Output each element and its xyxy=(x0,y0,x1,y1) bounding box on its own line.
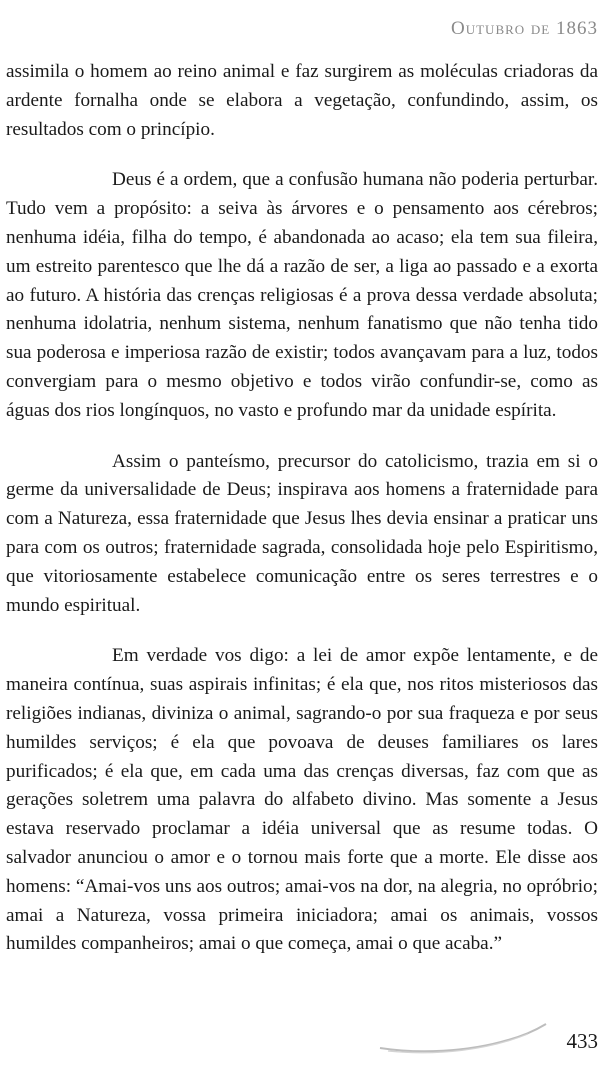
body-text xyxy=(6,58,598,981)
page-number: 433 xyxy=(566,1029,598,1053)
page-footer xyxy=(378,1018,598,1058)
paragraph-3: Assim o panteísmo, precursor do catolicismo, trazia em si o germe da universalidade de Deus; inspirava aos homens a fraternidade para com a Natureza, essa fraternidade que Jesus lhes devia ensinar a praticar uns para com os outros; fraternidade sagrada, consolidada hoje pelo Espiritismo, que vitoriosamente estabelece comunicação entre os seres terrestres e o mundo espiritual. xyxy=(6,450,598,616)
running-header: Outubro de 1863 xyxy=(451,18,598,39)
swoosh-ornament-icon xyxy=(378,1018,548,1058)
paragraph-4: Em verdade vos digo: a lei de amor expõe lentamente, e de maneira contínua, suas aspirais infinitas; é ela que, nos ritos misteriosos das religiões indianas, diviniza o animal, sagrando-o por sua fraqueza e por seus humildes serviços; é ela que povoava de deuses familiares os lares purificados; é ela que, em cada uma das crenças diversas, faz com que as gerações soletrem uma palavra do alfabeto divino. Mas somente a Jesus estava reservado proclamar a idéia universal que as resume todas. O salvador anunciou o amor e o tornou mais forte que a morte. Ele disse aos homens: “Amai-vos uns aos outros; amai-vos na dor, na alegria, no opróbrio; amai a Natureza, vossa primeira iniciadora; amai os animais, vossos humildes companheiros; amai o que começa, amai o que acaba.” xyxy=(6,645,598,955)
paragraph-1: assimila o homem ao reino animal e faz surgirem as moléculas criadoras da ardente fornalha onde se elabora a vegetação, confundindo, assim, os resultados com o princípio. xyxy=(6,61,598,140)
paragraph-2: Deus é a ordem, que a confusão humana não poderia perturbar. Tudo vem a propósito: a seiva às árvores e o pensamento aos cérebros; nenhuma idéia, filha do tempo, é abandonada ao acaso; ela tem sua fileira, um estreito parentesco que lhe dá a razão de ser, a liga ao passado e a exorta ao futuro. A história das crenças religiosas é a prova dessa verdade absoluta; nenhuma idolatria, nenhum sistema, nenhum fanatismo que não tenha tido sua poderosa e imperiosa razão de existir; todos avançavam para a luz, todos convergiam para o mesmo objetivo e todos virão confundir-se, como as águas dos rios longínquos, no vasto e profundo mar da unidade espírita. xyxy=(6,169,598,421)
